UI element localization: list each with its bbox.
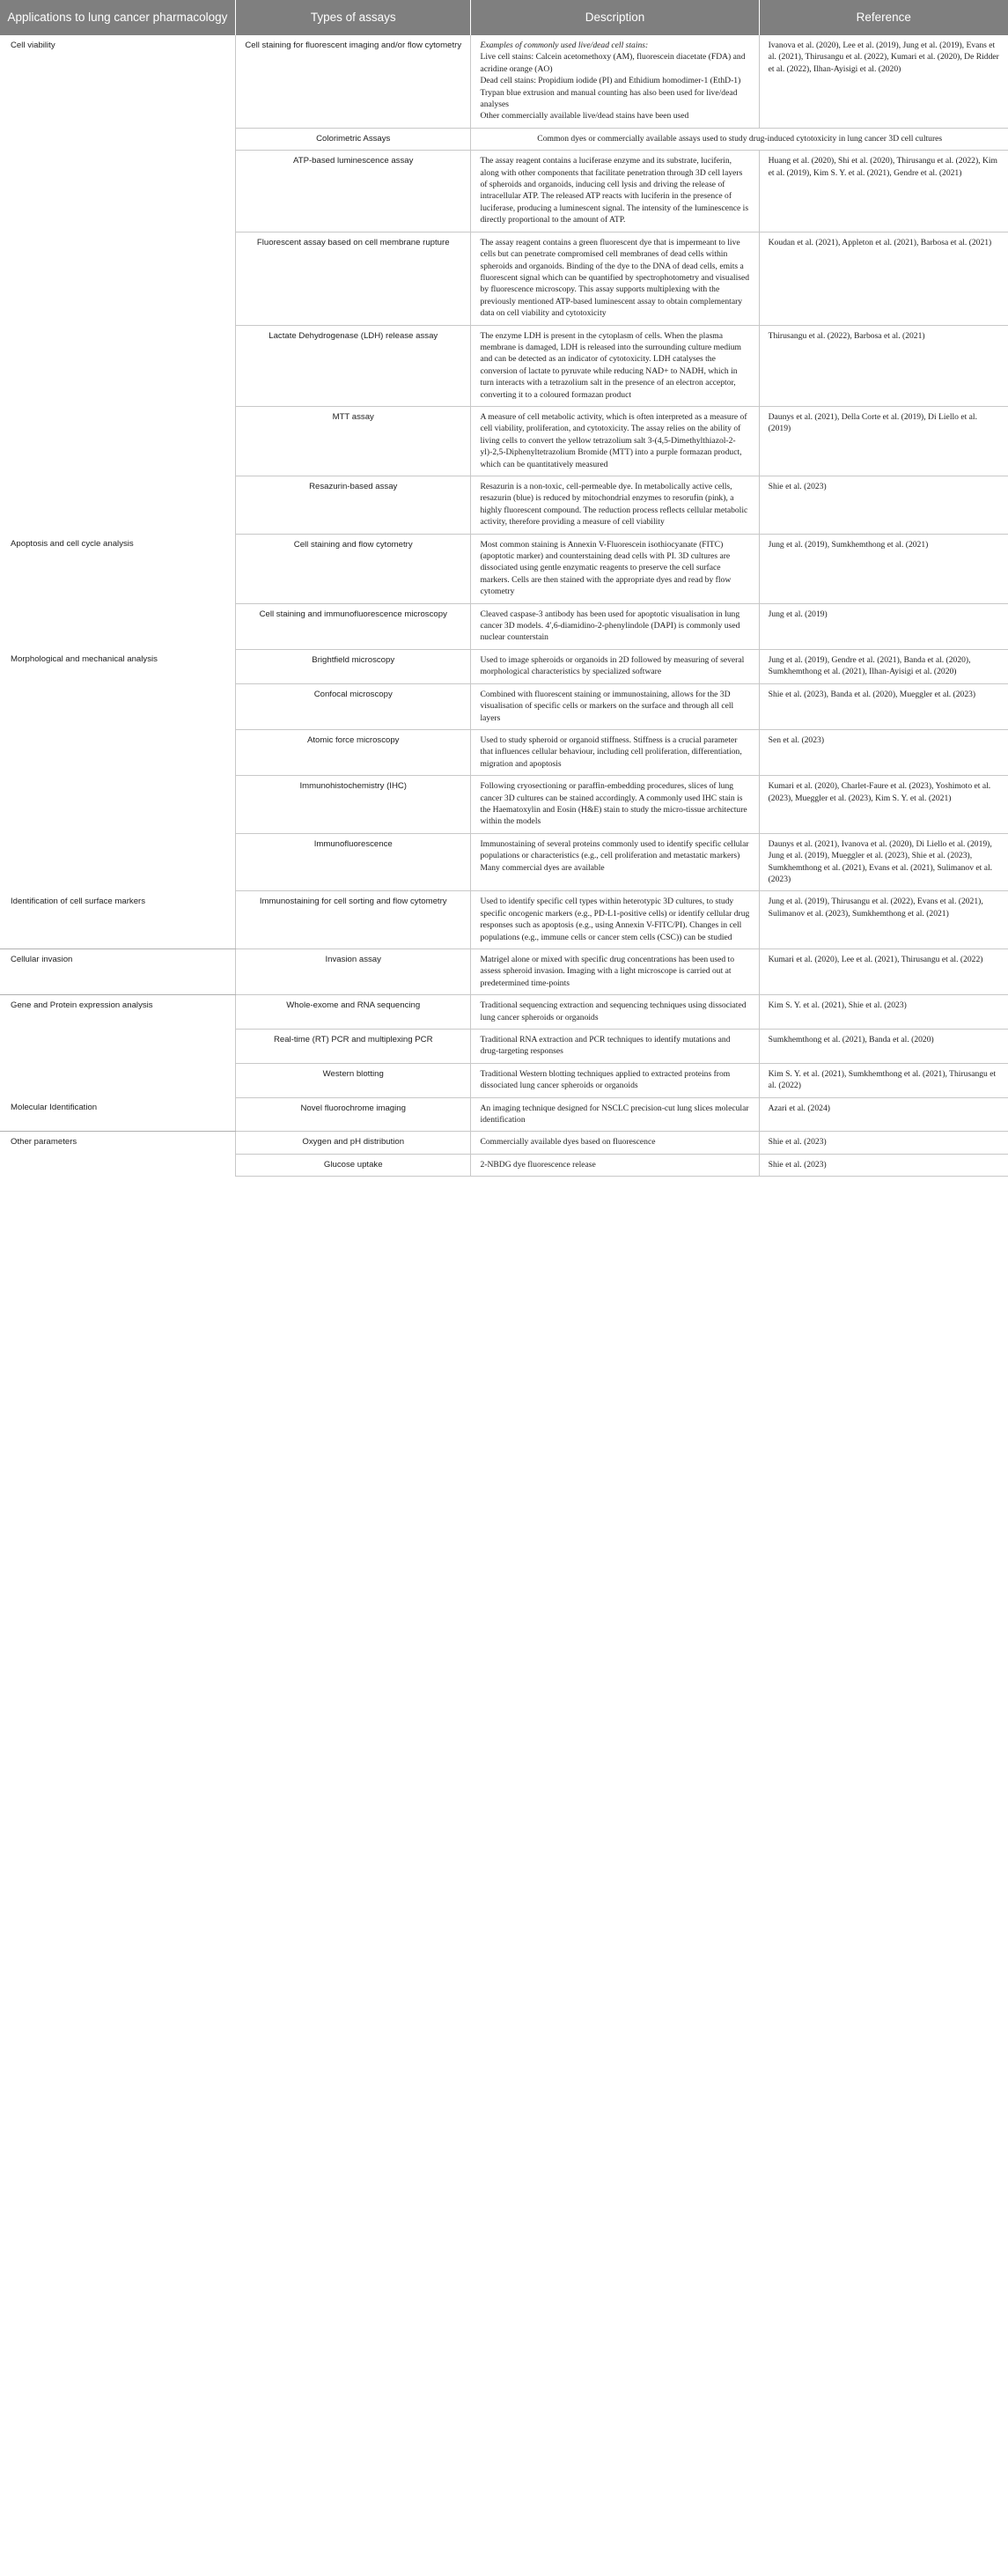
- assay-type-cell: Atomic force microscopy: [235, 729, 470, 775]
- description-cell: Immunostaining of several proteins commonly used to identify specific cellular populations or characteristics (e.g., cell proliferation and metastatic markers) Many commercial dyes are available: [471, 833, 759, 891]
- table-row: [0, 534, 1008, 603]
- assay-type-cell: Immunostaining for cell sorting and flow cytometry: [235, 891, 470, 949]
- assay-type-cell: ATP-based luminescence assay: [235, 151, 470, 232]
- description-cell: The enzyme LDH is present in the cytoplasm of cells. When the plasma membrane is damaged, LDH is released into the surrounding culture medium and can be detected as an indicator of cytotoxicity. LDH catalyses the conversion of lactate to pyruvate while reducing NAD+ to NADH, which in turn interacts with a tetrazolium salt in the presence of an electron acceptor, converting it to a coloured formazan product: [471, 325, 759, 406]
- description-cell: Commercially available dyes based on fluorescence: [471, 1132, 759, 1154]
- reference-cell: Shie et al. (2023), Banda et al. (2020), Mueggler et al. (2023): [759, 683, 1008, 729]
- assay-type-cell: Resazurin-based assay: [235, 476, 470, 535]
- assay-type-cell: Immunofluorescence: [235, 833, 470, 891]
- table-row: [0, 649, 1008, 683]
- table-row: [0, 1097, 1008, 1132]
- reference-cell: Daunys et al. (2021), Della Corte et al. (2019), Di Liello et al. (2019): [759, 406, 1008, 476]
- reference-cell: Azari et al. (2024): [759, 1097, 1008, 1132]
- description-cell: Cleaved caspase-3 antibody has been used for apoptotic visualisation in lung cancer 3D models. 4′,6-diamidino-2-phenylindole (DAPI) is commonly used nuclear counterstain: [471, 603, 759, 649]
- assay-type-cell: Whole-exome and RNA sequencing: [235, 995, 470, 1030]
- assay-type-cell: Invasion assay: [235, 949, 470, 995]
- description-line: Trypan blue extrusion and manual counting has also been used for live/dead analyses: [480, 87, 738, 110]
- reference-cell: Koudan et al. (2021), Appleton et al. (2021), Barbosa et al. (2021): [759, 232, 1008, 325]
- reference-cell: Daunys et al. (2021), Ivanova et al. (2020), Di Liello et al. (2019), Jung et al. (2019), Mueggler et al. (2023), Shie et al. (2023), Sumkhemthong et al. (2021), Evans et al. (2021), Sulimanov et al. (2023): [759, 833, 1008, 891]
- reference-cell: Kumari et al. (2020), Lee et al. (2021), Thirusangu et al. (2022): [759, 949, 1008, 995]
- application-cell: Identification of cell surface markers: [0, 891, 235, 949]
- assay-type-cell: Cell staining for fluorescent imaging and/or flow cytometry: [235, 35, 470, 128]
- assays-table: [0, 0, 1008, 1177]
- reference-cell: Shie et al. (2023): [759, 1154, 1008, 1176]
- description-cell: Most common staining is Annexin V-Fluorescein isothiocyanate (FITC) (apoptotic marker) and counterstaining dead cells with PI. 3D cultures are dissociated using gentle enzymatic reagents to preserve the cell surface markers. Cells are then stained with the appropriate dyes and read by flow cytometry: [471, 534, 759, 603]
- description-cell: A measure of cell metabolic activity, which is often interpreted as a measure of cell viability, proliferation, and cytotoxicity. The assay relies on the ability of living cells to convert the yellow tetrazolium salt 3-(4,5-Dimethylthiazol-2-yl)-2,5-Diphenyltetrazolium Bromide (MTT) into a purple formazan product, which can be quantitatively measured: [471, 406, 759, 476]
- table-row: [0, 995, 1008, 1030]
- table-row: [0, 891, 1008, 949]
- description-cell: Matrigel alone or mixed with specific drug concentrations has been used to assess spheroid invasion. Imaging with a light microscope is carried out at predetermined time-points: [471, 949, 759, 995]
- assay-type-cell: Glucose uptake: [235, 1154, 470, 1176]
- application-cell: Apoptosis and cell cycle analysis: [0, 534, 235, 649]
- description-cell: Used to identify specific cell types within heterotypic 3D cultures, to study specific oncogenic markers (e.g., PD-L1-positive cells) or identify cellular drug responses such as apoptosis (e.g., using Annexin V-FITC/PI). Changes in cell populations (e.g., immune cells or cancer stem cells (CSC)) can be studied: [471, 891, 759, 949]
- description-cell: [471, 35, 759, 128]
- reference-cell: Jung et al. (2019), Gendre et al. (2021), Banda et al. (2020), Sumkhemthong et al. (2021), Ilhan-Ayisigi et al. (2020): [759, 649, 1008, 683]
- application-cell: Molecular Identification: [0, 1097, 235, 1132]
- description-cell: Traditional Western blotting techniques applied to extracted proteins from dissociated lung cancer spheroids or organoids: [471, 1063, 759, 1097]
- assay-type-cell: Novel fluorochrome imaging: [235, 1097, 470, 1132]
- description-cell: Traditional RNA extraction and PCR techniques to identify mutations and drug-targeting responses: [471, 1030, 759, 1064]
- table-body: [0, 35, 1008, 1177]
- table-row: [0, 1132, 1008, 1154]
- application-cell: Gene and Protein expression analysis: [0, 995, 235, 1097]
- description-cell: An imaging technique designed for NSCLC precision-cut lung slices molecular identification: [471, 1097, 759, 1132]
- application-cell: Other parameters: [0, 1132, 235, 1177]
- header-types: Types of assays: [235, 0, 470, 35]
- table-row: [0, 35, 1008, 128]
- description-cell: The assay reagent contains a green fluorescent dye that is impermeant to live cells but can penetrate compromised cell membranes of dead cells within spheroids and organoids. Binding of the dye to the DNA of dead cells, emits a fluorescent signal which can be quantified by spectrophotometry and visualised by fluorescence microscopy. This assay supports multiplexing with the previously mentioned ATP-based luminescent assay to obtain complementary data on cell viability and cytotoxicity: [471, 232, 759, 325]
- reference-cell: Jung et al. (2019): [759, 603, 1008, 649]
- reference-cell: Huang et al. (2020), Shi et al. (2020), Thirusangu et al. (2022), Kim et al. (2019), Kim S. Y. et al. (2021), Gendre et al. (2021): [759, 151, 1008, 232]
- description-line: Dead cell stains: Propidium iodide (PI) and Ethidium homodimer-1 (EthD-1): [480, 76, 741, 86]
- header-description: Description: [471, 0, 759, 35]
- assay-type-cell: Lactate Dehydrogenase (LDH) release assay: [235, 325, 470, 406]
- description-line: Live cell stains: Calcein acetomethoxy (AM), fluorescein diacetate (FDA) and acridine orange (AO): [480, 52, 746, 74]
- description-cell: Combined with fluorescent staining or immunostaining, allows for the 3D visualisation of specific cells or markers on the surface and through all cell layers: [471, 683, 759, 729]
- assay-type-cell: Oxygen and pH distribution: [235, 1132, 470, 1154]
- assay-type-cell: Fluorescent assay based on cell membrane rupture: [235, 232, 470, 325]
- assay-type-cell: Immunohistochemistry (IHC): [235, 776, 470, 834]
- assay-type-cell: MTT assay: [235, 406, 470, 476]
- reference-cell: Sumkhemthong et al. (2021), Banda et al. (2020): [759, 1030, 1008, 1064]
- description-cell: The assay reagent contains a luciferase enzyme and its substrate, luciferin, along with other components that facilitate penetration through 3D cell layers of spheroids and organoids, inducing cell lysis and driving the release of intracellular ATP. The released ATP reacts with luciferin in the presence of luciferase, producing a luminescent signal. The intensity of the luminescence is directly proportional to the amount of ATP.: [471, 151, 759, 232]
- assay-type-cell: Colorimetric Assays: [235, 128, 470, 150]
- header-applications: Applications to lung cancer pharmacology: [0, 0, 235, 35]
- reference-cell: Jung et al. (2019), Sumkhemthong et al. (2021): [759, 534, 1008, 603]
- header-row: [0, 0, 1008, 35]
- application-cell: Cell viability: [0, 35, 235, 534]
- description-cell: Resazurin is a non-toxic, cell-permeable dye. In metabolically active cells, resazurin (blue) is reduced by mitochondrial enzymes to resorufin (pink), a highly fluorescent compound. The reduction process reflects cellular metabolic activity, therefore providing a measure of cell viability: [471, 476, 759, 535]
- reference-cell: Thirusangu et al. (2022), Barbosa et al. (2021): [759, 325, 1008, 406]
- description-line: Other commercially available live/dead stains have been used: [480, 111, 689, 122]
- reference-cell: Kumari et al. (2020), Charlet-Faure et al. (2023), Yoshimoto et al. (2023), Mueggler et al. (2023), Kim S. Y. et al. (2021): [759, 776, 1008, 834]
- description-line: Examples of commonly used live/dead cell stains:: [480, 41, 649, 50]
- application-cell: Cellular invasion: [0, 949, 235, 995]
- description-cell: 2-NBDG dye fluorescence release: [471, 1154, 759, 1176]
- table-row: [0, 949, 1008, 995]
- reference-cell: Kim S. Y. et al. (2021), Shie et al. (2023): [759, 995, 1008, 1030]
- reference-cell: Shie et al. (2023): [759, 1132, 1008, 1154]
- assay-type-cell: Brightfield microscopy: [235, 649, 470, 683]
- reference-cell: Ivanova et al. (2020), Lee et al. (2019), Jung et al. (2019), Evans et al. (2021), Thirusangu et al. (2022), Kumari et al. (2020), De Ridder et al. (2022), Ilhan-Ayisigi et al. (2020): [759, 35, 1008, 128]
- description-cell: Traditional sequencing extraction and sequencing techniques using dissociated lung cancer spheroids or organoids: [471, 995, 759, 1030]
- description-cell: Used to image spheroids or organoids in 2D followed by measuring of several morphological characteristics by specialized software: [471, 649, 759, 683]
- reference-cell: Jung et al. (2019), Thirusangu et al. (2022), Evans et al. (2021), Sulimanov et al. (2023), Sumkhemthong et al. (2021): [759, 891, 1008, 949]
- assay-type-cell: Western blotting: [235, 1063, 470, 1097]
- reference-cell: Shie et al. (2023): [759, 476, 1008, 535]
- assay-type-cell: Cell staining and flow cytometry: [235, 534, 470, 603]
- assay-type-cell: Confocal microscopy: [235, 683, 470, 729]
- header-reference: Reference: [759, 0, 1008, 35]
- application-cell: Morphological and mechanical analysis: [0, 649, 235, 891]
- description-cell: Following cryosectioning or paraffin-embedding procedures, slices of lung cancer 3D cultures can be stained accordingly. A commonly used IHC stain is the Haematoxylin and Eosin (H&E) stain to study the micro-tissue architecture within the models: [471, 776, 759, 834]
- reference-cell: Kim S. Y. et al. (2021), Sumkhemthong et al. (2021), Thirusangu et al. (2022): [759, 1063, 1008, 1097]
- description-cell: Common dyes or commercially available assays used to study drug-induced cytotoxicity in lung cancer 3D cell cultures: [471, 128, 1008, 150]
- description-cell: Used to study spheroid or organoid stiffness. Stiffness is a crucial parameter that influences cellular behaviour, including cell proliferation, differentiation, migration and apoptosis: [471, 729, 759, 775]
- assay-type-cell: Cell staining and immunofluorescence microscopy: [235, 603, 470, 649]
- assay-type-cell: Real-time (RT) PCR and multiplexing PCR: [235, 1030, 470, 1064]
- reference-cell: Sen et al. (2023): [759, 729, 1008, 775]
